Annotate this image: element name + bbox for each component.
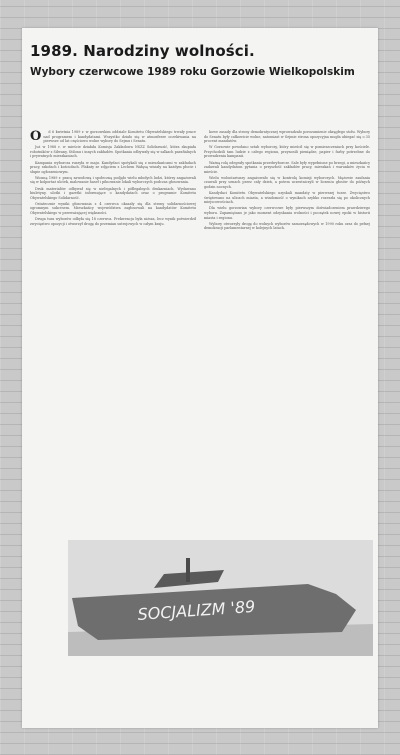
page-title: 1989. Narodziny wolności. (30, 42, 255, 60)
photo-boat-mast (186, 558, 190, 582)
graffiti-photo (68, 540, 373, 656)
paragraph: Już w 1988 r. w mieście działała Komisja Zakładowa NSZZ Solidarność, która skupiała robotników z Silwany, Stilonu i innych zakładów. Spotkania odbywały się w salkach parafialnych i prywatnych mieszkaniach. (30, 145, 196, 159)
paragraph: Dla wielu gorzowian wybory czerwcowe były pierwszym doświadczeniem prawdziwego wyboru. Zapamiętano je jako moment odzyskania wolności i początek nowej epoki w historii miasta i regionu. (204, 206, 370, 220)
article-column-right (204, 130, 370, 560)
page-subtitle: Wybory czerwcowe 1989 roku Gorzowie Wielkopolskim (30, 66, 355, 78)
paragraph: Wiosną 1989 r. pracę zawodową i społeczną podjęło wielu młodych ludzi, którzy angażowali się w kolportaż ulotek, malowanie haseł i pilnowanie lokali wyborczych podczas głosowania. (30, 175, 196, 185)
article-column-left (30, 130, 196, 560)
paragraph: Wielu wolontariuszy angażowało się w kontrolę komisji wyborczych. Mężowie zaufania czuwali przy urnach przez cały dzień, a potem uczestniczyli w liczeniu głosów do późnych godzin nocnych. (204, 175, 370, 190)
article-body (30, 130, 370, 560)
paragraph: Ważną rolę odegrały spotkania przedwyborcze. Sale były wypełnione po brzegi, a mieszkańcy zadawali kandydatom pytania o przyszłość zakładów pracy, mieszkań i warunków życia w mieście. (204, 160, 370, 174)
paragraph: Druga tura wyborów odbyła się 18 czerwca. Frekwencja była niższa, lecz wynik potwierdził zwycięstwo opozycji i otworzył drogę do przemian ustrojowych w całym kraju. (30, 217, 196, 226)
paragraph: Kandydaci Komitetu Obywatelskiego uzyskali mandaty w pierwszej turze. Zwycięstwo świętowano na ulicach miasta, a wiadomość o wynikach szybko rozeszła się po okolicznych miejscowościach. (204, 191, 370, 205)
graffiti-text: SOCJALIZM '89 (136, 596, 256, 624)
paragraph: kowe zasady dla strony demokratycznej wprowadzało porozumienie okrągłego stołu. Wybory do Senatu były całkowicie wolne, natomiast w Sejmie strona opozycyjna mogła ubiegać się o 35 procent mandatów. (204, 130, 370, 144)
paragraph: d 6 kwietnia 1989 r. w gorzowskim oddziale Komitetu Obywatelskiego trwały prace nad programem i kandydatami. Wszystko działo się w atmosferze oczekiwania na pierwsze od lat częściowo wolne wybory do Sejmu i Senatu. (43, 130, 196, 144)
drop-cap: O (30, 130, 42, 144)
paragraph: Ostatecznie wyniki głosowania z 4 czerwca okazały się dla strony solidarnościowej ogromnym sukcesem. Mieszkańcy województwa zagłosowali na kandydatów Komitetu Obywatelskiego w przeważającej większości. (30, 201, 196, 215)
paragraph: Kampania wyborcza ruszyła w maju. Kandydaci spotykali się z mieszkańcami w zakładach pracy, szkołach i kościołach. Plakaty ze zdjęciem z Lechem Wałęsą wisiały na każdym płocie i słupie ogłoszeniowym. (30, 160, 196, 174)
paragraph: Druk materiałów odbywał się w nielegalnych i półlegalnych drukarniach. Wydawano biuletyny, ulotki i gazetki informujące o kandydatach oraz o programie Komitetu Obywatelskiego Solidarność. (30, 186, 196, 200)
paragraph: Wybory otworzyły drogę do wolnych wyborów samorządowych w 1990 roku oraz do pełnej demokracji parlamentarnej w kolejnych latach. (204, 221, 370, 231)
paragraph: W Gorzowie powołano sztab wyborczy, który mieścił się w pomieszczeniach przy kościele. Przychodzili tam ludzie z całego regionu, przynosili pieniądze, papier i farby potrzebne do prowadzenia kampanii. (204, 145, 370, 159)
graffiti-photo-image (68, 540, 373, 656)
